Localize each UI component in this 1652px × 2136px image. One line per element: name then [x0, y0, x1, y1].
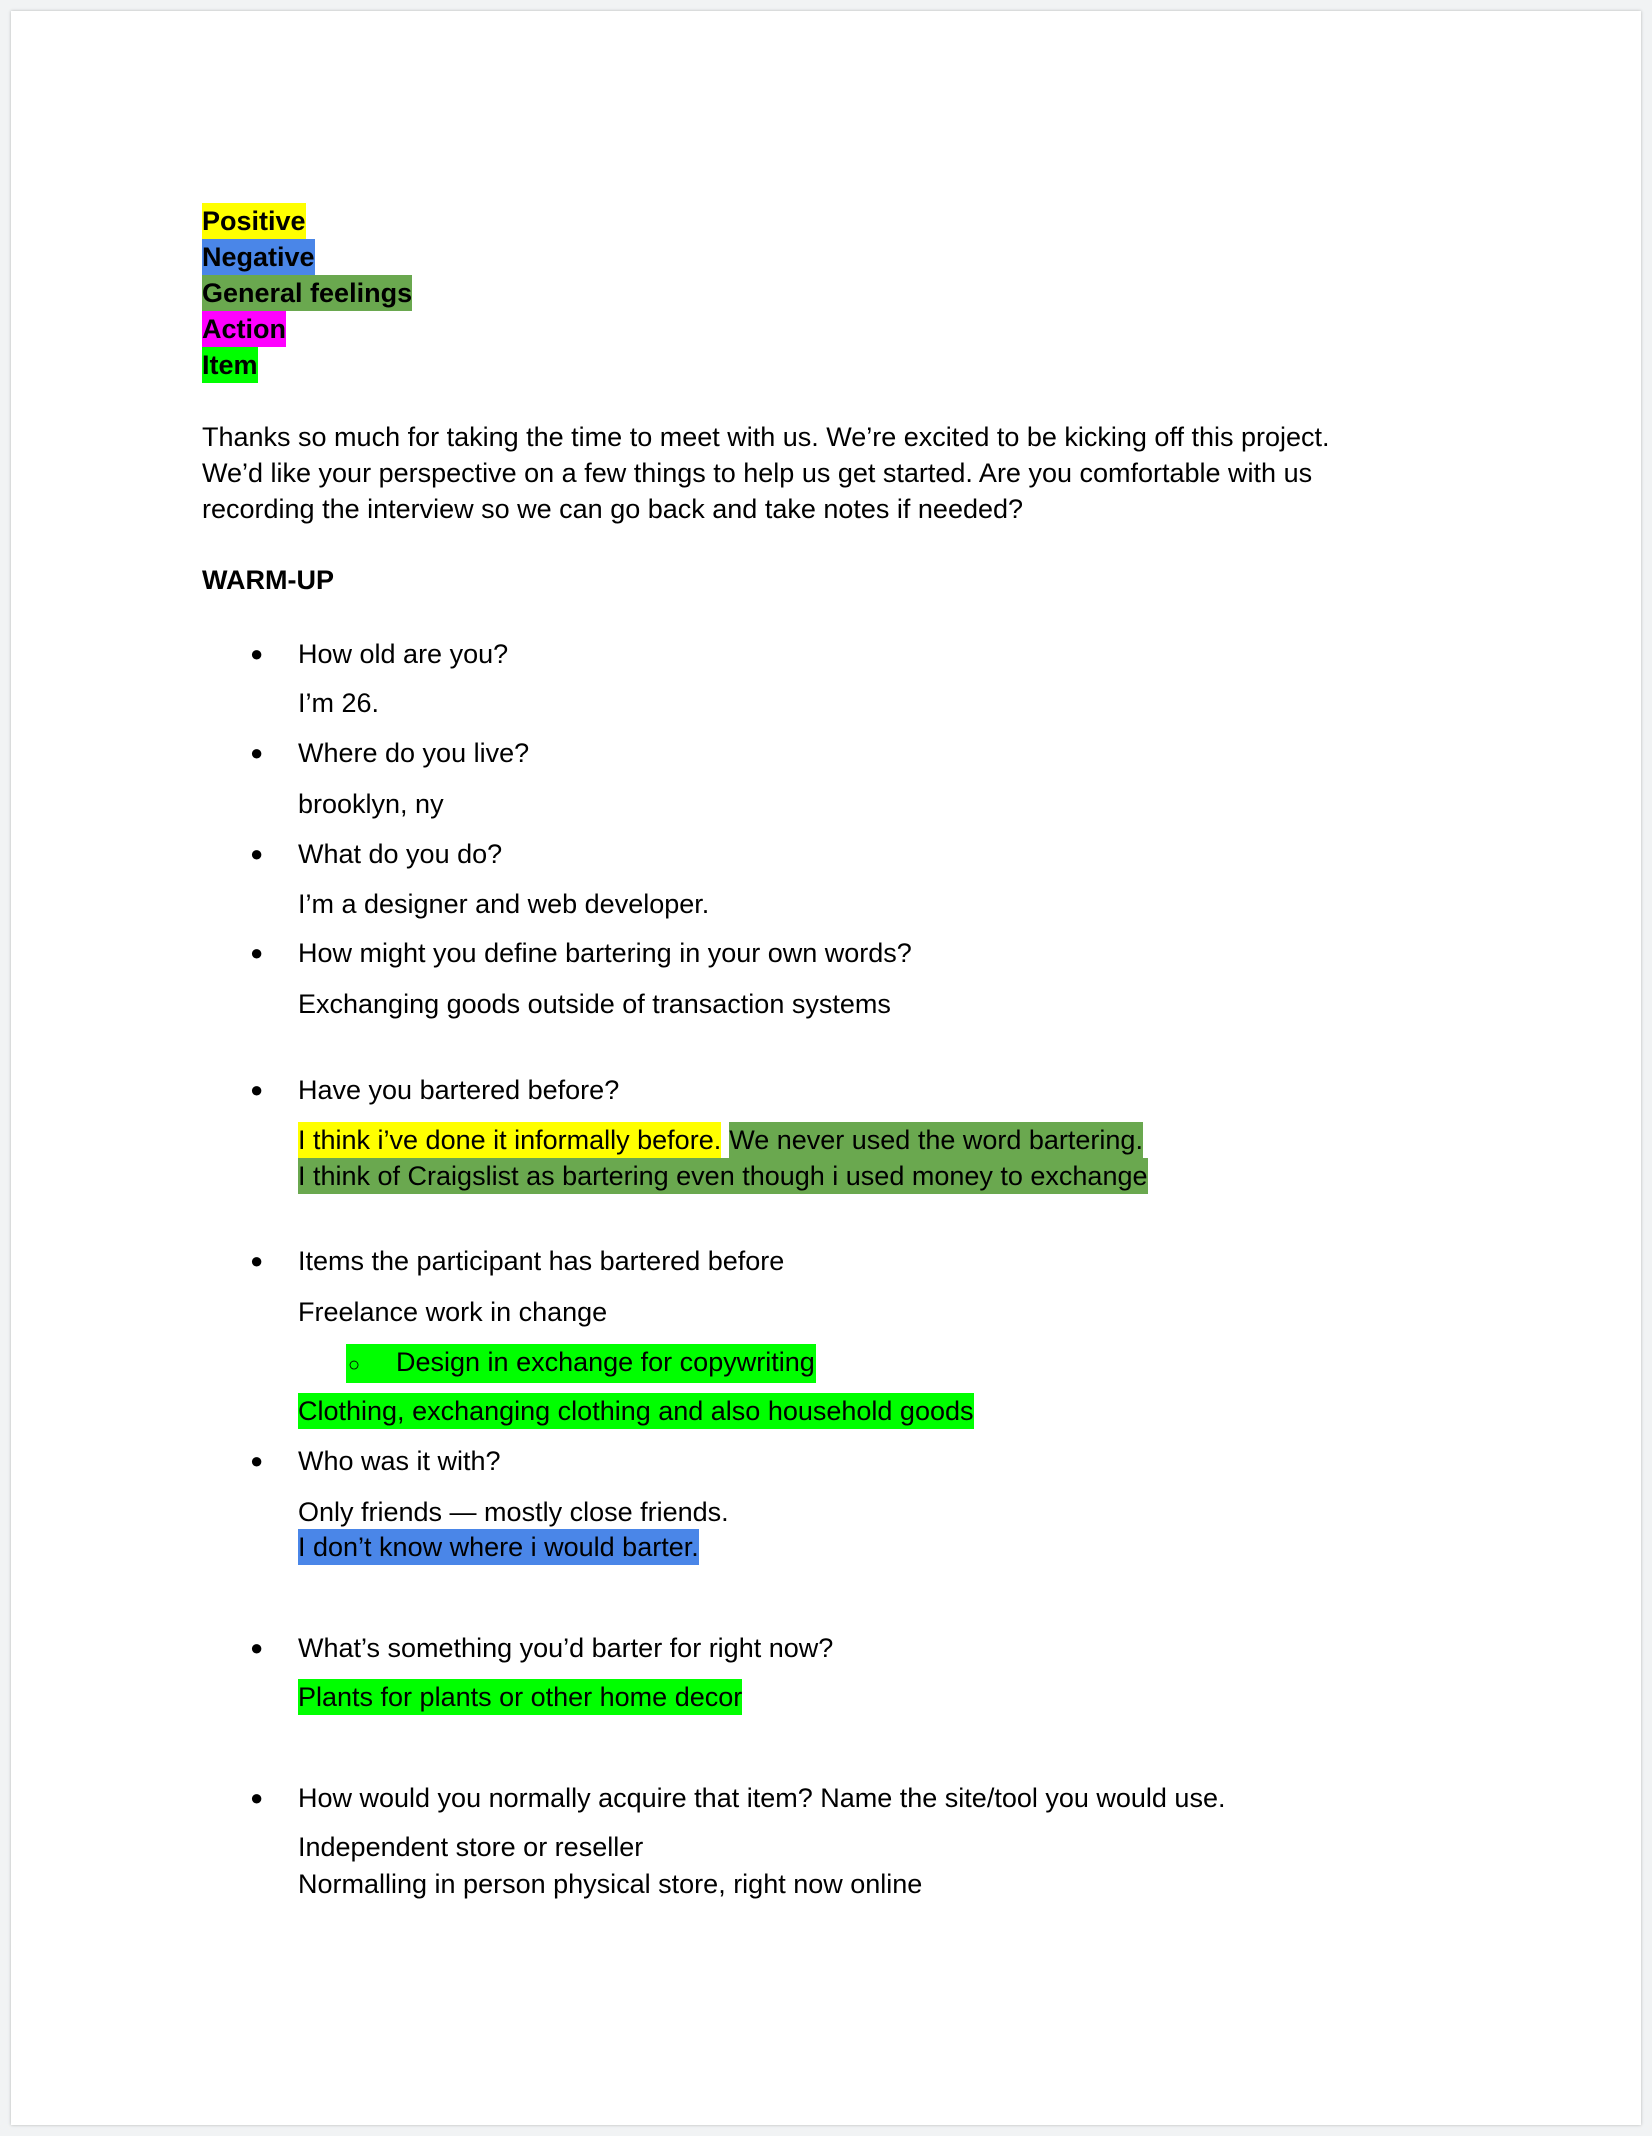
answer: [298, 1122, 1143, 1158]
answer: Independent store or reseller: [298, 1832, 644, 1862]
bullet-icon: ●: [250, 1448, 264, 1473]
answer: [298, 1679, 742, 1715]
question: What’s something you’d barter for right now?: [298, 1633, 834, 1663]
question: How might you define bartering in your own words?: [298, 938, 912, 968]
legend-negative-label: Negative: [202, 239, 315, 275]
answer: I’m 26.: [298, 688, 380, 718]
question: How old are you?: [298, 639, 509, 669]
item-highlight: Clothing, exchanging clothing and also household goods: [298, 1393, 974, 1429]
intro-line: Thanks so much for taking the time to meet with us. We’re excited to be kicking off this project.: [202, 422, 1330, 452]
answer-text: barter.: [614, 1532, 699, 1562]
bullet-icon: ●: [250, 841, 264, 866]
question: Where do you live?: [298, 738, 530, 768]
answer: [298, 1393, 974, 1429]
legend-general-feelings: [202, 275, 412, 311]
intro-line: recording the interview so we can go back and take notes if needed?: [202, 494, 1024, 524]
intro-line: We’d like your perspective on a few things to help us get started. Are you comfortable with us: [202, 458, 1313, 488]
item-highlight: Plants for plants or other home decor: [298, 1679, 742, 1715]
bullet-icon: ●: [250, 1785, 264, 1810]
negative-highlight: [298, 1529, 699, 1565]
legend-general-label: General feelings: [202, 275, 412, 311]
general-feelings-highlight: I think of Craigslist as bartering even though i used money to exchange: [298, 1158, 1148, 1194]
answer: Normalling in person physical store, right now online: [298, 1869, 923, 1899]
legend-action: [202, 311, 286, 347]
general-feelings-highlight: We never used the word bartering.: [729, 1122, 1143, 1158]
answer: [298, 1529, 699, 1565]
item-highlight: Design in exchange for copywriting: [396, 1347, 815, 1377]
legend-action-label: Action: [202, 311, 286, 347]
bullet-icon: ●: [250, 1635, 264, 1660]
bullet-icon: ●: [250, 641, 264, 666]
question: How would you normally acquire that item? Name the site/tool you would use.: [298, 1783, 1226, 1813]
legend-positive-label: Positive: [202, 203, 306, 239]
bullet-icon: ●: [250, 1248, 264, 1273]
legend-item: [202, 347, 258, 383]
question: Who was it with?: [298, 1446, 501, 1476]
sub-bullet-icon: ○: [348, 1354, 361, 1376]
question: Items the participant has bartered before: [298, 1246, 785, 1276]
bullet-icon: ●: [250, 940, 264, 965]
bullet-icon: ●: [250, 1077, 264, 1102]
legend-negative: [202, 239, 315, 275]
sub-list-item: [346, 1344, 816, 1383]
section-title: WARM-UP: [202, 565, 334, 595]
answer: Exchanging goods outside of transaction systems: [298, 989, 891, 1019]
answer: I’m a designer and web developer.: [298, 889, 710, 919]
legend-positive: [202, 203, 306, 239]
answer: [298, 1158, 1148, 1194]
bullet-icon: ●: [250, 740, 264, 765]
legend-item-label: Item: [202, 347, 258, 383]
answer: Freelance work in change: [298, 1297, 608, 1327]
question: What do you do?: [298, 839, 503, 869]
answer: Only friends — mostly close friends.: [298, 1497, 729, 1527]
answer-text: I don’t know where: [298, 1532, 531, 1562]
answer: brooklyn, ny: [298, 789, 444, 819]
positive-highlight: I think i’ve done it informally before.: [298, 1122, 721, 1158]
question: Have you bartered before?: [298, 1075, 620, 1105]
spellcheck-underline[interactable]: i would: [530, 1532, 615, 1562]
